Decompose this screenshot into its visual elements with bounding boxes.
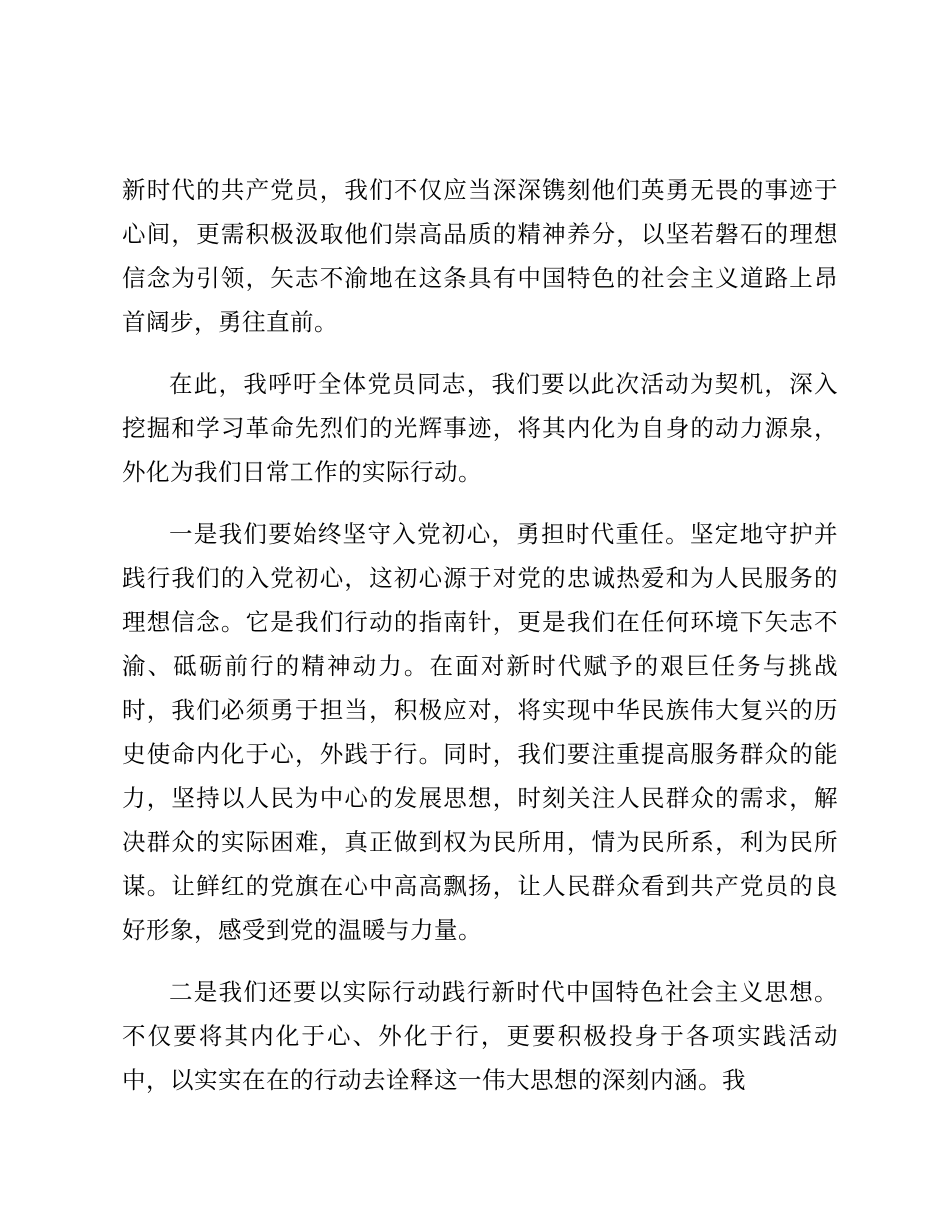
document-body xyxy=(122,168,838,1120)
paragraph-1: 新时代的共产党员，我们不仅应当深深镌刻他们英勇无畏的事迹于心间，更需积极汲取他们崇高品质的精神养分，以坚若磐石的理想信念为引领，矢志不渝地在这条具有中国特色的社会主义道路上昂首阔步，勇往直前。 xyxy=(122,176,838,336)
paragraph-2: 在此，我呼吁全体党员同志，我们要以此次活动为契机，深入挖掘和学习革命先烈们的光辉事迹，将其内化为自身的动力源泉，外化为我们日常工作的实际行动。 xyxy=(122,370,838,486)
paragraph-4: 二是我们还要以实际行动践行新时代中国特色社会主义思想。不仅要将其内化于心、外化于行，更要积极投身于各项实践活动中，以实实在在的行动去诠释这一伟大思想的深刻内涵。我 xyxy=(122,978,838,1094)
paragraph-3: 一是我们要始终坚守入党初心，勇担时代重任。坚定地守护并践行我们的入党初心，这初心源于对党的忠诚热爱和为人民服务的理想信念。它是我们行动的指南针，更是我们在任何环境下矢志不渝、砥砺前行的精神动力。在面对新时代赋予的艰巨任务与挑战时，我们必须勇于担当，积极应对，将实现中华民族伟大复兴的历史使命内化于心，外践于行。同时，我们要注重提高服务群众的能力，坚持以人民为中心的发展思想，时刻关注人民群众的需求，解决群众的实际困难，真正做到权为民所用，情为民所系，利为民所谋。让鲜红的党旗在心中高高飘扬，让人民群众看到共产党员的良好形象，感受到党的温暖与力量。 xyxy=(122,520,838,944)
